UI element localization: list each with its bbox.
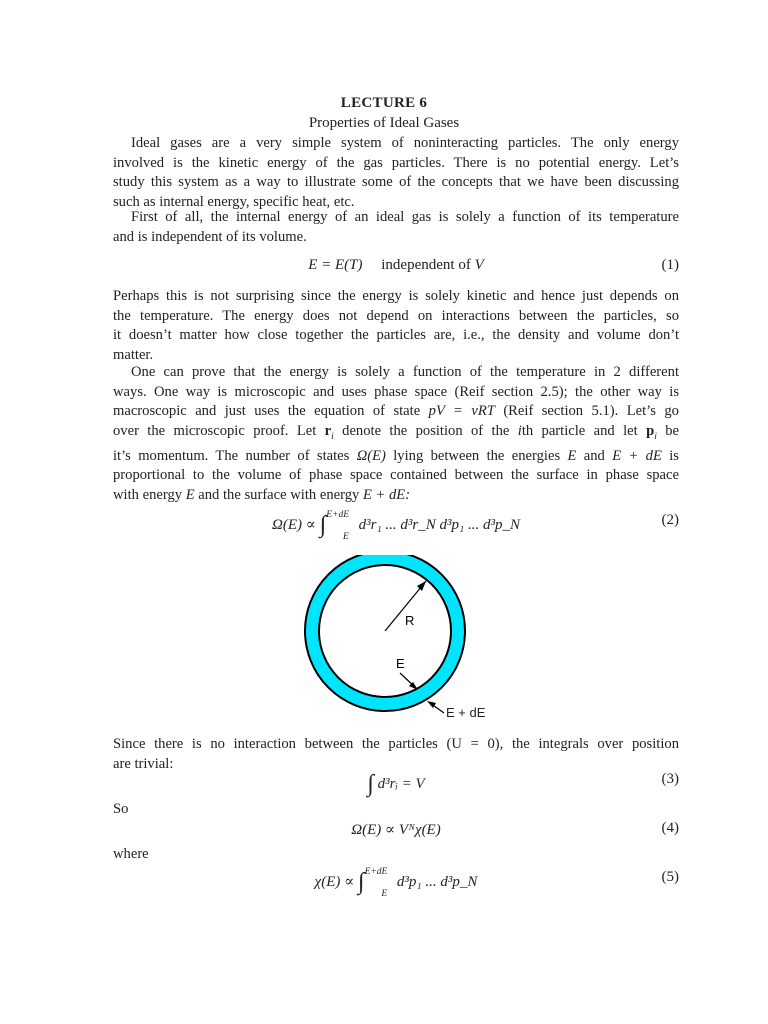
- equation-number: (2): [661, 512, 679, 528]
- text-line: One can prove that the energy is solely a function of the temperature in 2 different: [131, 364, 679, 380]
- equation-2: [113, 508, 679, 542]
- paragraph-internal-energy: [113, 208, 679, 247]
- text-line: it’s momentum. The number of states Ω(E) lying between the energies E and E + dE is: [113, 447, 679, 464]
- text-line: over the microscopic proof. Let $r_i$ denote the position of the ith particle and let $p_i$ be: [113, 422, 679, 442]
- integral-lower-limit: E: [343, 531, 349, 542]
- text-line: with energy E and the surface with energy E + dE:: [113, 486, 411, 503]
- equation-1: [113, 253, 679, 281]
- paragraph-kinetic: [113, 287, 679, 365]
- equation-4-body: Ω(E) ∝ Vᴺχ(E): [351, 822, 441, 838]
- equation-1-var: V: [474, 257, 484, 273]
- text-line: ways. One way is microscopic and uses phase space (Reif section 2.5); the other way is: [113, 383, 679, 400]
- equation-2-lhs: Ω(E) ∝: [272, 516, 316, 533]
- equation-3: [113, 767, 679, 795]
- equation-1-lhs: E = E(T): [308, 257, 363, 273]
- equation-number: (1): [661, 257, 679, 273]
- integral-upper-limit: E+dE: [364, 866, 388, 877]
- text-line: Since there is no interaction between the particles (U = 0), the integrals over position: [113, 736, 679, 752]
- equation-1-text: independent of: [381, 257, 471, 273]
- label-r: R: [405, 613, 415, 628]
- text-line: the temperature. The energy does not depend on interactions between the particles, so: [113, 307, 679, 324]
- equation-5-lhs: χ(E) ∝: [314, 873, 355, 890]
- text-line: are trivial:: [113, 755, 174, 772]
- integral-upper-limit: E+dE: [326, 509, 350, 520]
- text-where: where: [113, 846, 149, 862]
- integral-sign: ∫: [367, 771, 374, 797]
- text-line: involved is the kinetic energy of the gas particles. There is no potential energy. Let’s: [113, 154, 679, 171]
- text-line: matter.: [113, 346, 154, 363]
- label-e-plus-de: E + dE: [446, 705, 486, 720]
- label-e: E: [396, 656, 405, 671]
- equation-number: (5): [661, 869, 679, 885]
- equation-2-integrand: d³r₁ ... d³r_N d³p₁ ... d³p_N: [358, 516, 520, 533]
- integral-sign: ∫: [319, 512, 327, 538]
- equation-number: (3): [661, 771, 679, 787]
- page-title: LECTURE 6: [340, 95, 428, 111]
- equation-3-body: d³rᵢ = V: [377, 775, 425, 792]
- text-line: such as internal energy, specific heat, etc.: [113, 193, 355, 210]
- text-line: First of all, the internal energy of an ideal gas is solely a function of its temperature: [131, 209, 679, 225]
- phase-space-shell-figure: [290, 555, 480, 725]
- equation-4: [113, 816, 679, 844]
- paragraph-proof: [113, 363, 679, 505]
- text-line: and is independent of its volume.: [113, 228, 307, 245]
- text-line: macroscopic and just uses the equation of state pV = νRT (Reif section 5.1). Let’s go: [113, 403, 679, 419]
- text-line: proportional to the volume of phase space contained between the surface in phase space: [113, 467, 679, 484]
- page-subtitle: Properties of Ideal Gases: [308, 115, 460, 131]
- equation-5: [113, 865, 679, 899]
- integral-lower-limit: E: [381, 888, 388, 899]
- equation-5-integrand: d³p₁ ... d³p_N: [396, 873, 478, 890]
- integral-sign: ∫: [358, 869, 365, 895]
- paragraph-intro: [113, 134, 679, 212]
- text-so: So: [113, 801, 129, 817]
- text-line: Perhaps this is not surprising since the energy is solely kinetic and hence just depends on: [113, 288, 679, 304]
- text-line: it doesn’t matter how close together the particles are, i.e., the density and volume don’t: [113, 327, 679, 343]
- text-line: study this system as a way to illustrate some of the concepts that we have been discussing: [113, 174, 679, 190]
- equation-number: (4): [661, 820, 679, 836]
- text-line: Ideal gases are a very simple system of noninteracting particles. The only energy: [131, 135, 679, 151]
